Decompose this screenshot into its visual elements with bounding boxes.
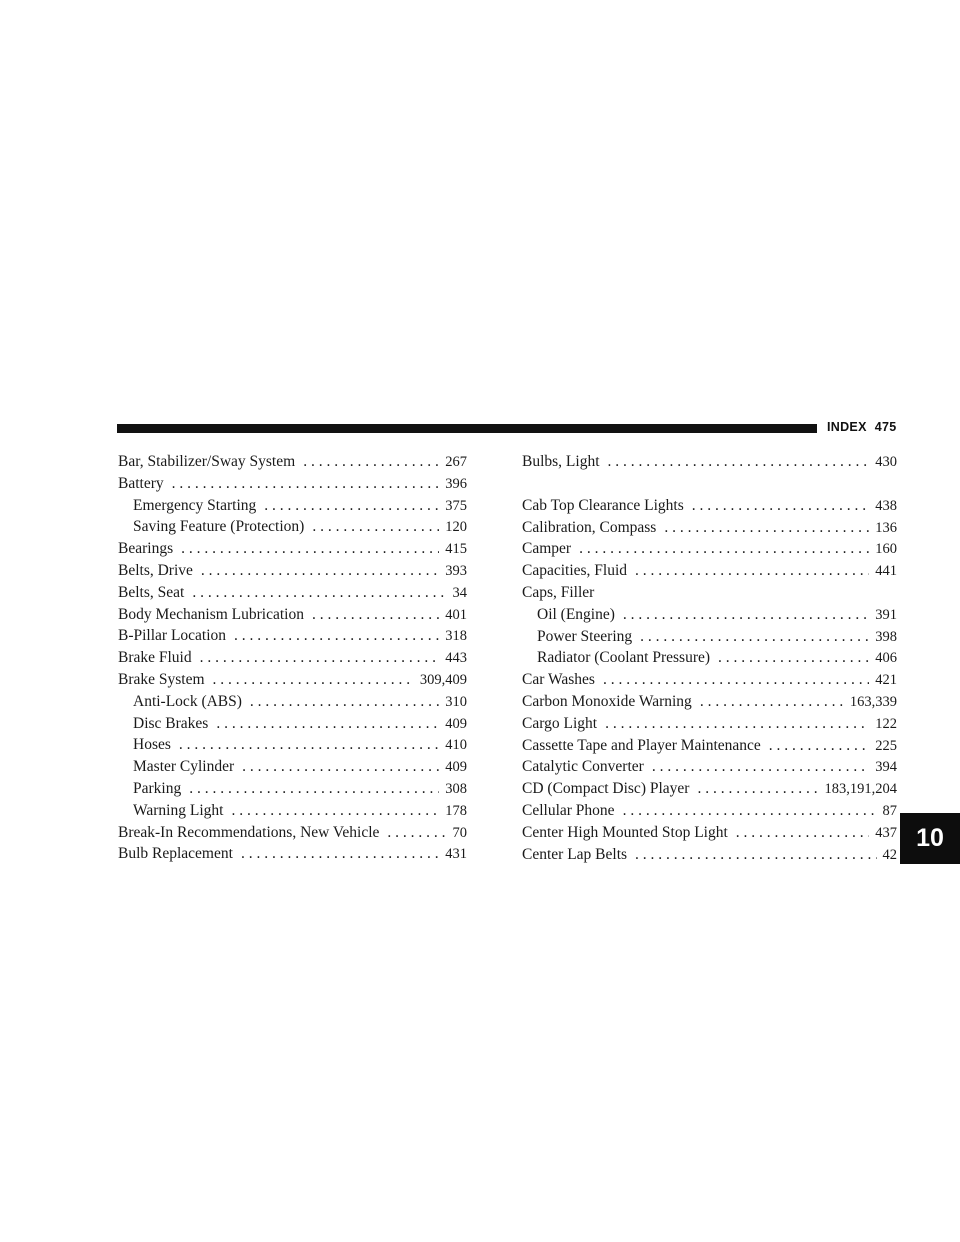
index-entry [522, 517, 897, 539]
index-entry [118, 538, 467, 560]
entry-page-ref: 394 [875, 759, 897, 776]
index-entry [522, 691, 897, 713]
section-title: INDEX [827, 420, 867, 434]
entry-term: Caps, Filler [522, 583, 595, 601]
entry-term: Center Lap Belts [522, 845, 628, 863]
dot-leader [234, 625, 439, 647]
entry-term: Radiator (Coolant Pressure) [537, 649, 711, 667]
entry-page-ref: 415 [445, 541, 467, 558]
dot-leader [700, 691, 844, 713]
entry-term: CD (Compact Disc) Player [522, 780, 690, 798]
index-column-left [118, 451, 467, 865]
dot-leader [652, 756, 869, 778]
entry-page-ref: 409 [445, 715, 467, 732]
entry-term: B-Pillar Location [118, 627, 227, 645]
entry-term: Master Cylinder [133, 758, 235, 776]
entry-term: Belts, Seat [118, 583, 185, 601]
entry-term: Body Mechanism Lubrication [118, 605, 304, 623]
index-entry [522, 844, 897, 866]
entry-page-ref: 225 [875, 737, 897, 754]
entry-page-ref: 70 [452, 824, 467, 841]
entry-term: Carbon Monoxide Warning [522, 692, 692, 710]
entry-term: Cab Top Clearance Lights [522, 496, 684, 514]
dot-leader [241, 843, 439, 865]
index-entry [522, 778, 897, 800]
entry-term: Emergency Starting [133, 496, 257, 514]
entry-term: Belts, Drive [118, 561, 193, 579]
entry-term: Car Washes [522, 671, 595, 689]
index-entry [118, 822, 467, 844]
index-subentry [118, 756, 467, 778]
entry-term: Cellular Phone [522, 801, 615, 819]
entry-page-ref: 396 [445, 475, 467, 492]
index-entry [522, 756, 897, 778]
dot-leader [200, 647, 440, 669]
index-subentry [118, 713, 467, 735]
entry-page-ref: 160 [875, 541, 897, 558]
index-entry [118, 843, 467, 865]
entry-term: Parking [133, 779, 182, 797]
entry-term: Brake System [118, 670, 205, 688]
running-header [827, 420, 896, 434]
entry-page-ref: 401 [445, 606, 467, 623]
entry-page-ref: 443 [445, 650, 467, 667]
entry-page-ref: 120 [445, 519, 467, 536]
dot-leader [640, 626, 869, 648]
entry-term: Break-In Recommendations, New Vehicle [118, 823, 380, 841]
entry-page-ref: 267 [445, 454, 467, 470]
dot-leader [213, 669, 414, 691]
entry-page-ref: 136 [875, 519, 897, 536]
entry-page-ref: 178 [445, 802, 467, 819]
dot-leader [697, 778, 818, 800]
dot-leader [736, 822, 869, 844]
entry-term: Bulb Replacement [118, 845, 233, 863]
entry-term: Center High Mounted Stop Light [522, 823, 728, 841]
entry-term: Anti-Lock (ABS) [133, 692, 242, 710]
index-entry [118, 604, 467, 626]
index-subentry [118, 516, 467, 538]
dot-leader [387, 822, 446, 844]
dot-leader [692, 495, 869, 517]
index-entry [118, 647, 467, 669]
index-subentry [118, 800, 467, 822]
dot-leader [192, 582, 446, 604]
index-entry [522, 495, 897, 517]
entry-term: Warning Light [133, 801, 224, 819]
entry-page-ref: 310 [445, 693, 467, 710]
index-entry [522, 538, 897, 560]
entry-page-ref: 122 [875, 715, 897, 732]
entry-page-ref: 409 [445, 759, 467, 776]
index-entry [118, 473, 467, 495]
index-entry [522, 560, 897, 582]
dot-leader [635, 560, 869, 582]
dot-leader [605, 713, 869, 735]
index-entry [522, 735, 897, 757]
index-column-right [522, 451, 897, 865]
entry-page-ref: 308 [445, 780, 467, 797]
dot-leader [264, 495, 439, 517]
entry-page-ref: 441 [875, 563, 897, 580]
entry-page-ref: 42 [882, 846, 897, 863]
index-subentry [118, 691, 467, 713]
dot-leader [664, 517, 869, 539]
dot-leader [179, 734, 439, 756]
entry-page-ref: 309,409 [419, 671, 467, 688]
entry-page-ref: 431 [445, 846, 467, 863]
index-subentry [118, 734, 467, 756]
entry-term: Saving Feature (Protection) [133, 518, 305, 536]
dot-leader [603, 669, 869, 691]
dot-leader [635, 844, 876, 866]
dot-leader [623, 604, 869, 626]
entry-page-ref: 438 [875, 497, 897, 514]
index-entry [522, 713, 897, 735]
index-subentry [522, 647, 897, 669]
entry-term: Bulbs, Light [522, 453, 600, 470]
index-entry [522, 451, 897, 473]
dot-leader [623, 800, 877, 822]
entry-page-ref: 393 [445, 562, 467, 579]
entry-page-ref: 318 [445, 628, 467, 645]
dot-leader [172, 473, 440, 495]
index-entry [522, 822, 897, 844]
index-entry [118, 669, 467, 691]
dot-leader [181, 538, 439, 560]
entry-term: Cassette Tape and Player Maintenance [522, 736, 761, 754]
entry-term: Battery [118, 474, 164, 492]
entry-page-ref: 421 [875, 672, 897, 689]
dot-leader [250, 691, 439, 713]
index-entry [118, 582, 467, 604]
entry-term: Hoses [133, 736, 171, 754]
entry-term: Bar, Stabilizer/Sway System [118, 453, 296, 470]
index-entry [522, 669, 897, 691]
dot-leader [231, 800, 439, 822]
entry-term: Disc Brakes [133, 714, 209, 732]
index-entry [118, 560, 467, 582]
index-subentry [118, 495, 467, 517]
entry-term: Capacities, Fluid [522, 562, 628, 580]
entry-page-ref: 34 [452, 584, 467, 601]
index-entry [118, 451, 467, 473]
dot-leader [608, 451, 870, 473]
dot-leader [303, 451, 439, 473]
dot-leader [189, 778, 439, 800]
dot-leader [201, 560, 439, 582]
entry-page-ref: 163,339 [849, 693, 897, 710]
page-number: 475 [874, 420, 897, 434]
entry-term: Brake Fluid [118, 649, 192, 667]
entry-term: Cargo Light [522, 714, 598, 732]
entry-page-ref: 375 [445, 497, 467, 514]
index-subentry [118, 778, 467, 800]
entry-page-ref: 391 [875, 606, 897, 623]
index-entry [522, 582, 897, 604]
dot-leader [769, 735, 869, 757]
entry-term: Calibration, Compass [522, 518, 657, 536]
dot-leader [579, 538, 869, 560]
entry-page-ref: 430 [875, 454, 897, 470]
entry-term: Camper [522, 540, 572, 558]
dot-leader [216, 713, 439, 735]
index-subentry [522, 604, 897, 626]
dot-leader [718, 647, 869, 669]
index-subentry [522, 626, 897, 648]
entry-page-ref: 183,191,204 [824, 781, 897, 798]
header-rule [117, 424, 817, 433]
entry-term: Catalytic Converter [522, 758, 644, 776]
dot-leader [312, 516, 439, 538]
entry-page-ref: 398 [875, 628, 897, 645]
dot-leader [312, 604, 439, 626]
chapter-tab: 10 [900, 813, 960, 864]
entry-page-ref: 406 [875, 650, 897, 667]
entry-term: Bearings [118, 540, 174, 558]
index-entry [118, 625, 467, 647]
entry-page-ref: 437 [875, 824, 897, 841]
dot-leader [242, 756, 439, 778]
entry-page-ref: 87 [882, 802, 897, 819]
entry-term: Oil (Engine) [537, 605, 615, 623]
entry-term: Power Steering [537, 627, 633, 645]
entry-page-ref: 410 [445, 737, 467, 754]
index-entry [522, 800, 897, 822]
